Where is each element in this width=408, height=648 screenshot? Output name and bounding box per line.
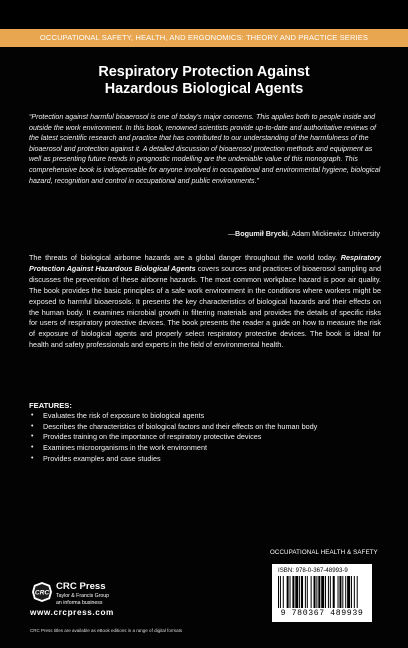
barcode-bar	[295, 576, 298, 608]
endorser-affiliation: , Adam Mickiewicz University	[287, 229, 380, 238]
endorsement-quote: “Protection against harmful bioaerosol is one of today’s major concerns. This applies both to people inside and outside the work environment. In this book, renowned scientists provide up-to-date and authoritative reviews of the latest scientific research and practice that has contributed to our understanding of the harmfulness of the bioaerosol and protection against it. A detailed discussion of bioaerosol protection methods and equipment as well as presenting future trends in prognostic modelling are the undeniable value of this monograph. This comprehensive book is indispensable for anyone involved in occupational and environmental hygiene, biological hazard, recognition and control in occupational and public environments.”	[29, 113, 381, 185]
logo-lettering: CRC	[34, 589, 50, 597]
barcode-bar	[283, 576, 284, 608]
barcode-bar	[347, 576, 350, 608]
feature-item	[31, 411, 371, 422]
barcode-bar	[311, 576, 312, 608]
feature-item	[31, 454, 371, 465]
barcode-bar	[316, 576, 317, 608]
publisher-website-link[interactable]: www.crcpress.com	[30, 608, 114, 617]
feature-item	[31, 432, 371, 443]
barcode-bars	[278, 576, 366, 608]
feature-text: Evaluates the risk of exposure to biological agents	[43, 411, 205, 420]
barcode-bar	[301, 576, 303, 608]
ebook-availability-note: CRC Press titles are available as eBook editions in a range of digital formats	[30, 628, 183, 633]
barcode-bar	[339, 576, 341, 608]
description-lead: The threats of biological airborne hazards are a global danger throughout the world today.	[29, 253, 341, 262]
publisher-business: an informa business	[56, 600, 103, 606]
barcode-bar	[314, 576, 316, 608]
barcode-bar	[307, 576, 308, 608]
barcode-bar	[330, 576, 331, 608]
feature-text: Provides training on the importance of respiratory protective devices	[43, 432, 262, 442]
book-title-line-2: Hazardous Biological Agents	[104, 81, 304, 97]
barcode-number: 9 780367 489939	[280, 609, 364, 618]
subject-category: OCCUPATIONAL HEALTH & SAFETY	[270, 549, 378, 556]
feature-text: Examines microorganisms in the work environment	[43, 443, 207, 453]
feature-text: Provides examples and case studies	[43, 453, 161, 463]
barcode-bar	[292, 576, 294, 608]
endorser-name: Bogumił Brycki	[235, 229, 288, 238]
feature-item	[31, 443, 371, 454]
book-title	[0, 64, 408, 98]
barcode-bar	[305, 576, 306, 608]
barcode-bar	[278, 576, 279, 608]
book-title-line-1: Respiratory Protection Against	[98, 64, 310, 80]
attribution-dash: —	[227, 229, 235, 238]
barcode-bar	[351, 576, 352, 608]
barcode	[272, 564, 372, 622]
feature-item	[31, 422, 371, 433]
series-title: OCCUPATIONAL SAFETY, HEALTH, AND ERGONOMICS: THEORY AND PRACTICE SERIES	[39, 33, 369, 42]
barcode-bar	[338, 576, 339, 608]
features-list	[31, 411, 371, 465]
barcode-bar	[342, 576, 343, 608]
bullet-icon: •	[31, 433, 34, 441]
bullet-icon: •	[31, 454, 34, 462]
description-body: covers sources and practices of bioaerosol sampling and discusses the prevention of these airborne hazards. The most common workplace hazard is poor air quality. The book provides the basic principles of a safe work environment in the conditions where workers might be exposed to harmful bioaerosols. It presents the key characteristics of biological hazards and their effects on the human body. It examines microbial growth in filtering materials and provides the details of specific risks for users of respiratory protective devices. The book presents the reader a guide on how to measure the risk of exposure of biological agents and properly select respiratory protective devices. The book is ideal for health and safety professionals and experts in the field of environmental health.	[29, 263, 382, 350]
bullet-icon: •	[31, 444, 34, 452]
bullet-icon: •	[31, 422, 34, 430]
barcode-bar	[280, 576, 281, 608]
description-book-title: Respiratory Protection Against Hazardous Biological Agents	[29, 253, 381, 273]
barcode-bar	[325, 576, 326, 608]
bullet-icon: •	[31, 412, 34, 419]
barcode-bar	[333, 576, 335, 608]
series-banner	[0, 29, 408, 47]
top-strip	[0, 0, 408, 29]
endorsement-attribution	[29, 229, 380, 239]
feature-text: Describes the characteristics of biological factors and their effects on the human body	[43, 421, 318, 431]
barcode-bar	[345, 576, 346, 608]
barcode-bar	[287, 576, 289, 608]
barcode-bar	[328, 576, 329, 608]
book-description	[29, 253, 381, 351]
crc-press-logo-icon	[31, 581, 53, 603]
barcode-bar	[290, 576, 291, 608]
barcode-bar	[318, 576, 320, 608]
barcode-bar	[357, 576, 358, 608]
publisher-name: CRC Press	[56, 581, 106, 592]
barcode-bar	[321, 576, 324, 608]
isbn-label: ISBN: 978-0-367-48993-9	[278, 567, 348, 574]
publisher-group: Taylor & Francis Group	[56, 593, 110, 599]
barcode-bar	[299, 576, 300, 608]
features-heading: FEATURES:	[29, 401, 72, 410]
barcode-bar	[354, 576, 355, 608]
